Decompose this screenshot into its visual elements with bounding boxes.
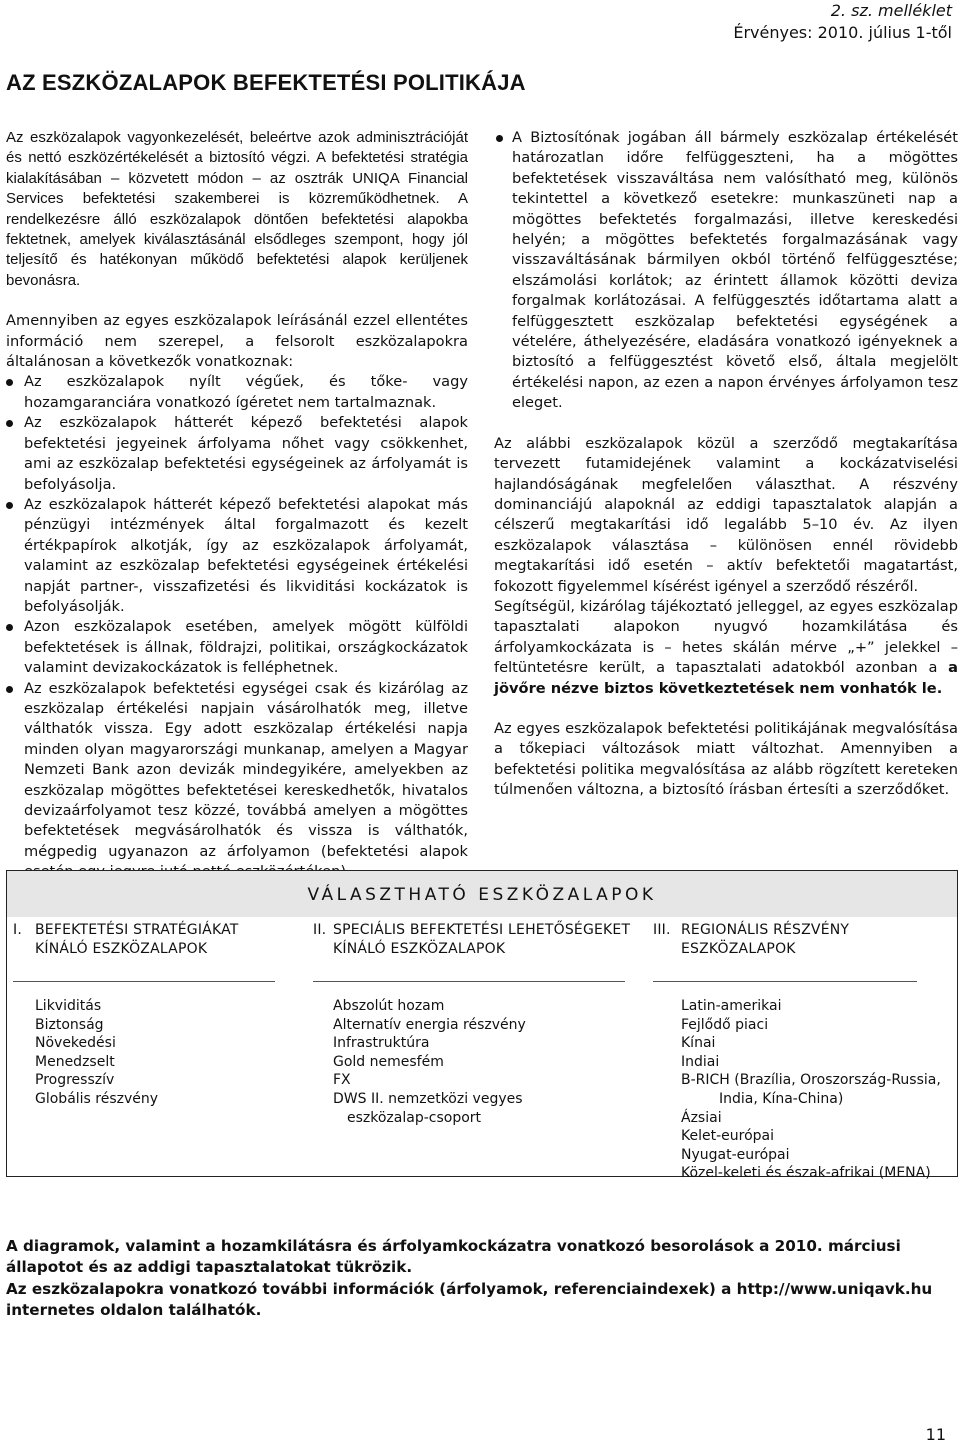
list-item: Globális részvény — [35, 1090, 159, 1107]
left-column — [6, 128, 468, 883]
list-item: Az eszközalapok befektetési egységei csak és kizárólag az eszközalap értékelési napjain vásárolhatók meg, illetve válthatók vissza. Egy adott eszközalap értékelési napja minden olyan magyarországi munkanap, amelyen a Magyar Nemzeti Bank azon devizák mindegyikére, amelyekben az eszközalap mögöttes befektetései kereskedhetők, hivatalos devizaárfolyamot tesz közzé, továbbá amelyen a mögöttes befektetések megvásárolhatók és vissza is válthatók, mégpedig ugyanazon az árfolyamon (befektetési alapok — [6, 679, 468, 883]
valid-from-label: Érvényes: 2010. július 1-től — [733, 23, 952, 42]
divider — [13, 981, 275, 982]
column-title: SPECIÁLIS BEFEKTETÉSI LEHETŐSÉGEKET — [333, 922, 631, 938]
page-number: 11 — [925, 1425, 946, 1444]
info-paragraph — [494, 597, 958, 699]
list-item: Az eszközalapok nyílt végűek, és tőke- vagy hozamgaranciára vonatkozó ígéretet nem tartalmaznak. — [6, 372, 468, 413]
column-title: REGIONÁLIS RÉSZVÉNY — [681, 922, 850, 938]
fund-list — [35, 997, 158, 1109]
column-number: II. — [313, 922, 327, 938]
list-item: Gold nemesfém — [333, 1053, 444, 1070]
list-item: Azon eszközalapok esetében, amelyek mögött külföldi befektetések is állnak, földrajzi, politikai, országkockázatok valamint devizakockázatok is felléphetnek. — [6, 617, 468, 678]
list-item: A Biztosítónak jogában áll bármely eszközalap értékelését határozatlan időre felfüggeszteni, ha a mögöttes befektetések visszaváltása nem valósítható meg, különös tekintettel a következő esetekre: munkaszüneti nap a mögöttes befektetés forgalmazási, illetve kereskedési helyén; a mögöttes befektetés forgalmazásának vagy visszaváltásának bármilyen okból történő felfüggesztése; elszámolási korlátok; az érintett államok közötti deviza forgalmak korlátozásai. A felfüggesztés időtartama alatt a felfüggesztett eszközalap befektetési egységének a vételére, áthelyezésére, eladására vonatkozó igényeknek a biztosító a felfüggesztést követő első, általa megjelölt értékelési napon, az ezen a napon érvényes árfolyamon tesz eleget. — [494, 128, 958, 414]
funds-column-regional — [653, 921, 959, 1182]
annex-label: 2. sz. melléklet — [830, 1, 952, 20]
list-item: Biztonság — [35, 1016, 104, 1033]
column-title: BEFEKTETÉSI STRATÉGIÁKAT — [35, 922, 239, 938]
column-title: KÍNÁLÓ ESZKÖZALAPOK — [35, 940, 208, 957]
info-text: Segítségül, kizárólag tájékoztató jelleggel, az egyes eszközalap tapasztalati alapokon nyugvó hozamkilátása és árfolyamkockázata is – hetes skálán mérve „+” jelekkel – feltüntetésre került, a tapasztalati adatokból azonban a — [494, 597, 958, 677]
footnote-line: Az eszközalapokra vonatkozó további információk (árfolyamok, referenciaindexek) a http://www.uniqavk.hu internetes oldalon találhatók. — [6, 1279, 933, 1320]
column-number: III. — [653, 922, 671, 938]
list-item: DWS II. nemzetközi vegyes — [333, 1090, 523, 1107]
right-column — [494, 128, 958, 821]
page-header — [733, 0, 952, 44]
list-item: Fejlődő piaci — [681, 1016, 769, 1033]
column-number: I. — [13, 922, 22, 938]
general-paragraph: Amennyiben az egyes eszközalapok leírásánál ezzel ellentétes információ nem szerepel, a felsorolt eszközalapokra általánosan a következők vonatkoznak: — [6, 312, 468, 371]
footnote — [6, 1236, 958, 1322]
list-item: Latin-amerikai — [681, 998, 782, 1014]
list-item: Alternatív energia részvény — [333, 1016, 526, 1033]
list-item: Közel-keleti és észak-afrikai (MENA) — [681, 1165, 931, 1182]
list-item: B-RICH (Brazília, Oroszország-Russia, — [681, 1072, 941, 1089]
column-title: ESZKÖZALAPOK — [681, 940, 796, 957]
funds-table-heading: VÁLASZTHATÓ ESZKÖZALAPOK — [7, 871, 957, 917]
list-item: Az eszközalapok hátterét képező befektetési alapok befektetési jegyeinek árfolyama nőhet vagy csökkenhet, ami az eszközalap befektetési egységeinek az árfolyamát is befolyásolja. — [6, 413, 468, 495]
list-item: Progresszív — [35, 1072, 115, 1089]
list-item: Infrastruktúra — [333, 1035, 430, 1052]
fund-list — [681, 997, 941, 1183]
list-item: Indiai — [681, 1053, 720, 1070]
intro-paragraph: Az eszközalapok vagyonkezelését, beleértve azok adminisztrációját és nettó eszközértékelését a biztosító végzi. A befektetési stratégia kialakításában – közvetett módon – az osztrák UNIQA Financial Services befektetési szakemberei is közreműködhetnek. A rendelkezésre álló eszközalapok döntően befektetési alapokba fektetnek, amelyek kiválasztásánál elsődleges szempont, hogy jól teljesítő és hatékonyan működő befektetési alapok kerüljenek bevonásra. — [6, 129, 468, 289]
list-item: Abszolút hozam — [333, 998, 445, 1014]
choice-paragraph: Az alábbi eszközalapok közül a szerződő megtakarítása tervezett futamidejének valamint a kockázatviselési hajlandóságának megfelelően választhat. A részvény dominanciájú alapoknál az eddigi tapasztalatok alapján a célszerű megtakarítási idő legalább 5–10 év. Az ilyen eszközalapok választása – különösen ennél rövidebb megtakarítási idő esetén – aktív befektetői magatartást, fokozott figyelemmel kísérést igényel a szerződő részéről. — [494, 434, 958, 595]
available-funds-table — [6, 870, 958, 1182]
policy-paragraph: Az egyes eszközalapok befektetési politikájának megvalósítása a tőkepiaci változások miatt változhat. Amennyiben a befektetési politika megvalósítása az alább rögzített kereteken túlmenően változna, a biztosító írásban értesíti a szerződőket. — [494, 719, 958, 799]
divider — [313, 981, 625, 982]
list-item: FX — [333, 1072, 351, 1089]
list-item: Ázsiai — [681, 1109, 722, 1126]
list-item: Az eszközalapok hátterét képező befektetési alapokat más pénzügyi intézmények által forgalmazott és kezelt értékpapírok alkotják, így az eszközalapok árfolyamát, valamint az eszközalap befektetési egységeinek értékelési napját partner-, visszafizetési és likviditási kockázatok is befolyásolják. — [6, 495, 468, 617]
list-item: Kelet-európai — [681, 1128, 774, 1145]
list-item: eszközalap-csoport — [347, 1109, 482, 1126]
suspension-bullet-list — [494, 128, 958, 414]
list-item: Növekedési — [35, 1035, 116, 1052]
funds-column-strategy — [13, 921, 299, 1107]
page-title: AZ ESZKÖZALAPOK BEFEKTETÉSI POLITIKÁJA — [6, 70, 526, 95]
list-item: Nyugat-európai — [681, 1146, 790, 1163]
info-bold-text: a jövőre nézve biztos következtetések nem vonhatók le. — [494, 659, 958, 697]
general-bullet-list — [6, 372, 468, 882]
list-item: Menedzselt — [35, 1053, 115, 1070]
column-title: KÍNÁLÓ ESZKÖZALAPOK — [333, 940, 506, 957]
divider — [653, 981, 917, 982]
list-item: India, Kína-China) — [719, 1090, 844, 1107]
fund-list — [333, 997, 526, 1127]
list-item: Kínai — [681, 1035, 716, 1052]
list-item: Likviditás — [35, 998, 102, 1014]
footnote-line: A diagramok, valamint a hozamkilátásra és árfolyamkockázatra vonatkozó besorolások a 2010. márciusi állapotot és az addigi tapasztalatokat tükrözik. — [6, 1237, 901, 1277]
funds-column-special — [313, 921, 643, 1126]
